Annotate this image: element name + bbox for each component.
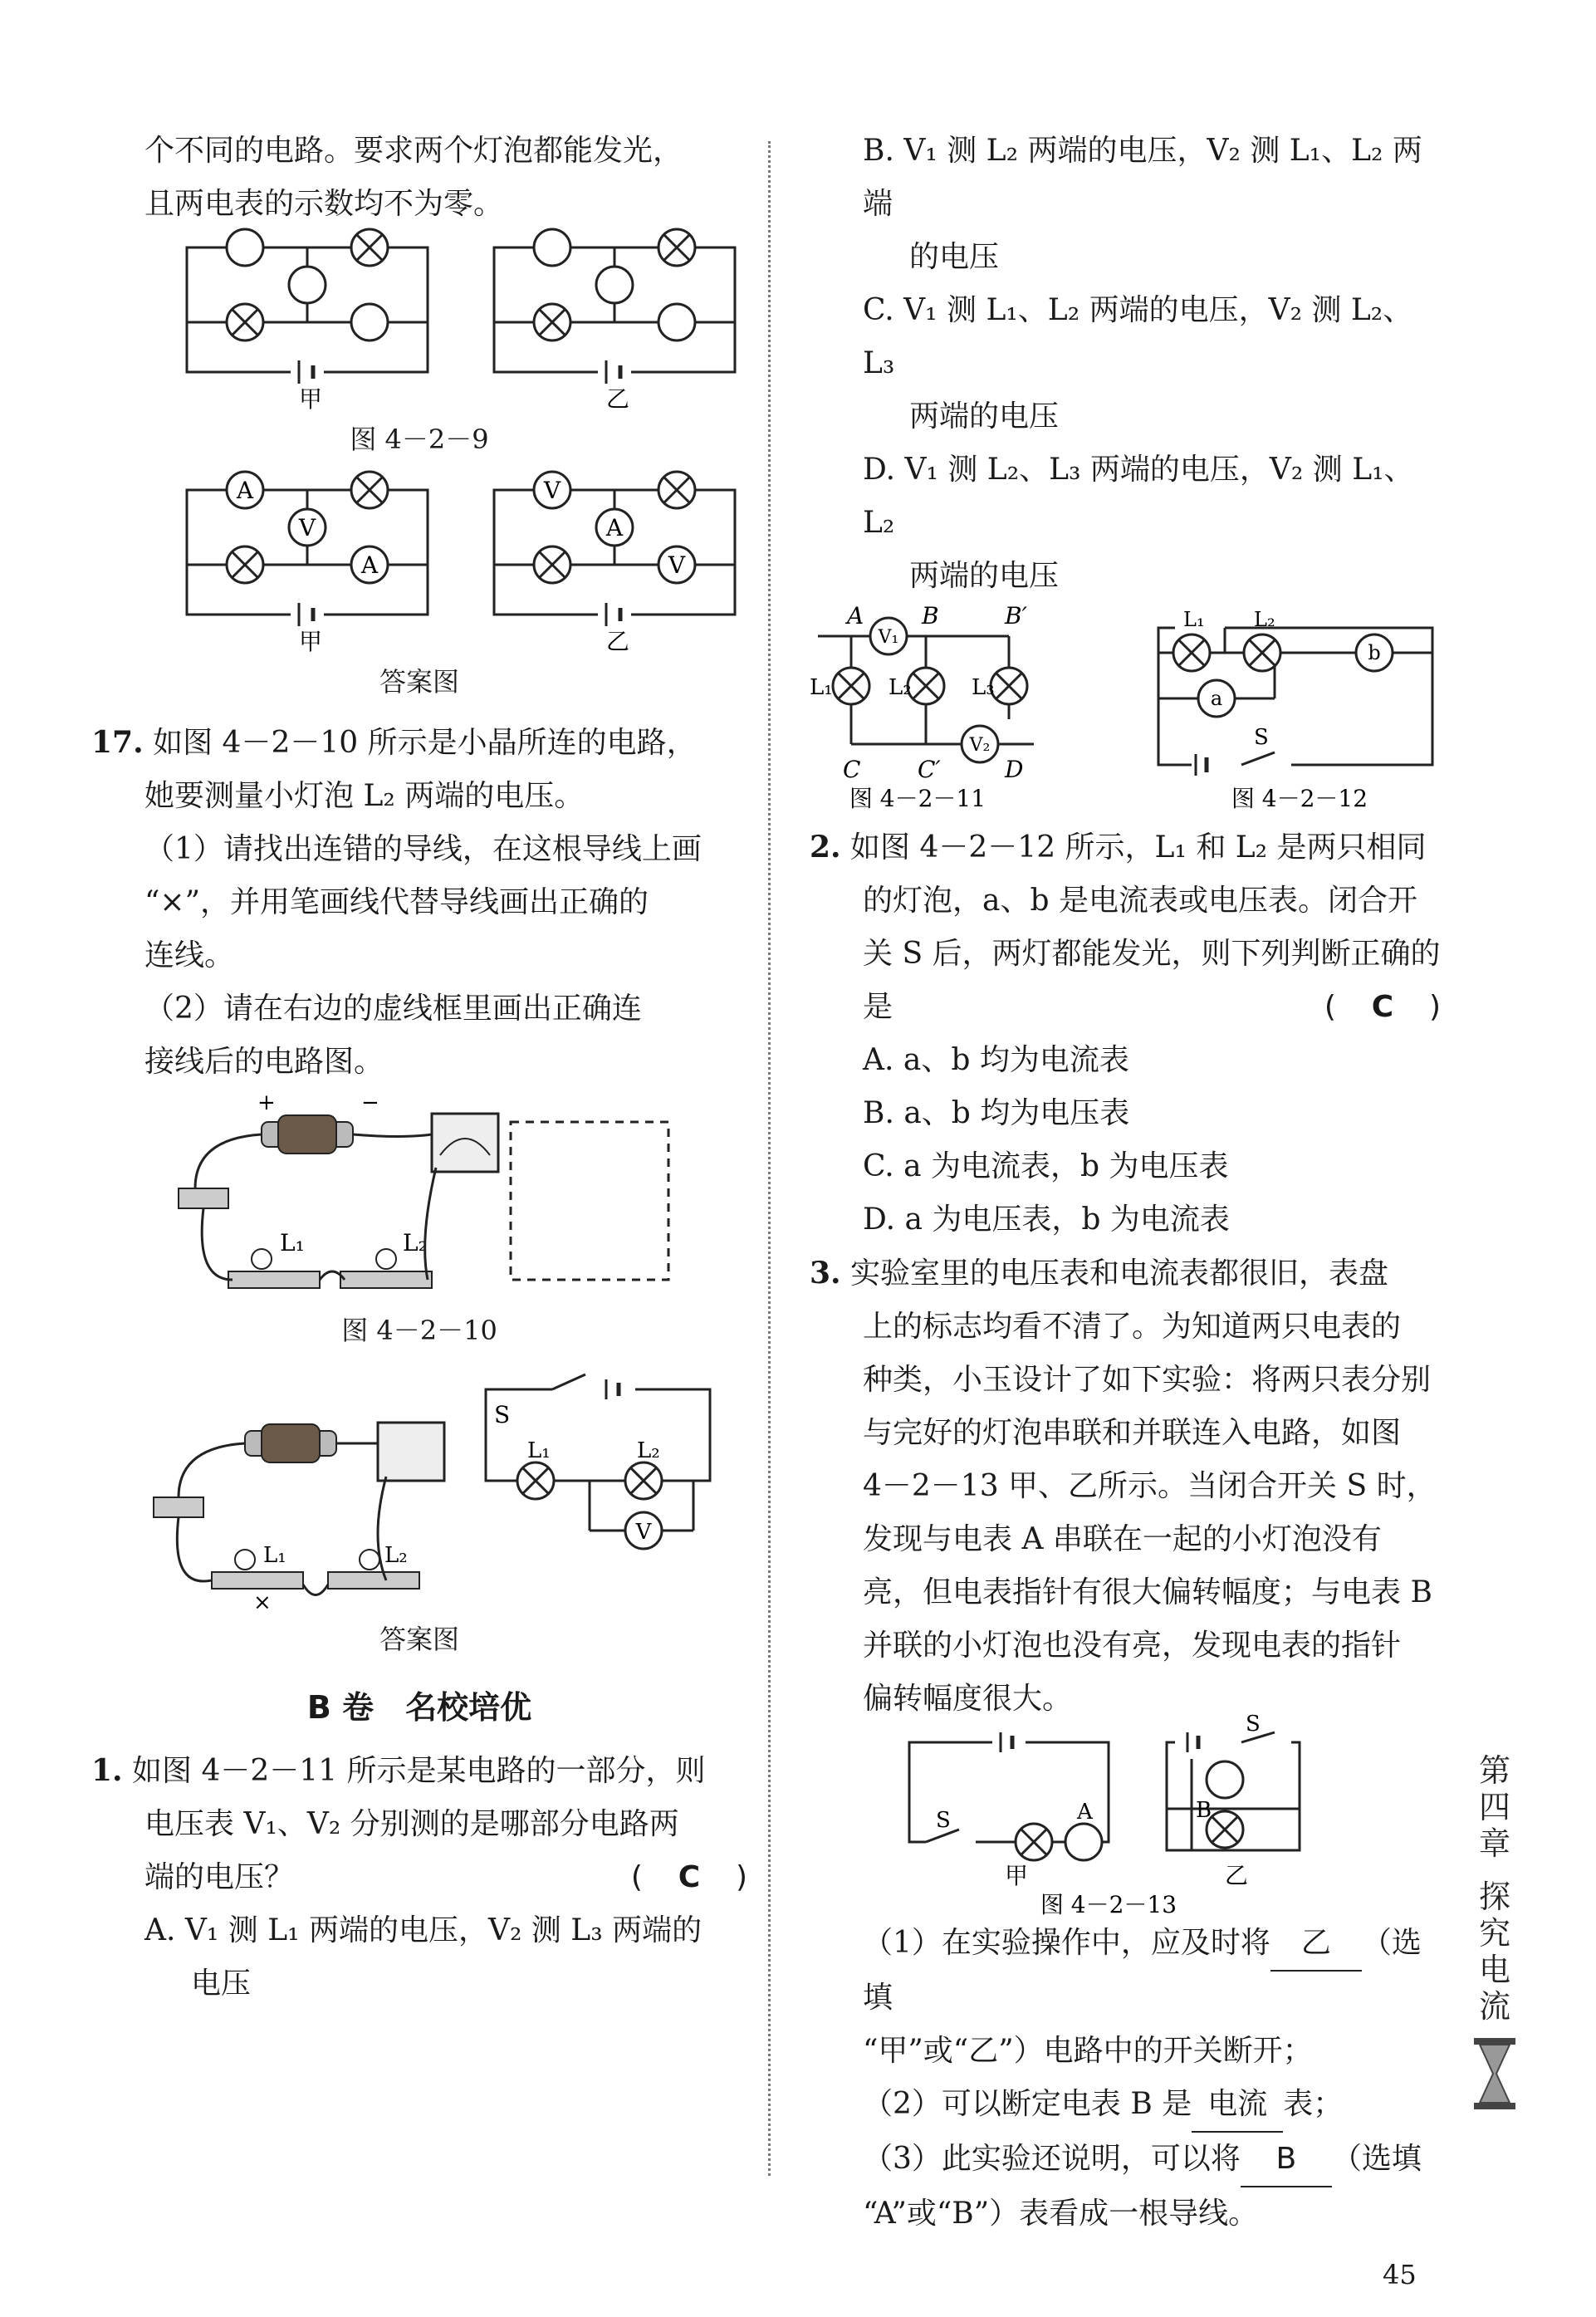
ans2-fig-l2: L₂ <box>384 1543 408 1568</box>
ammeter-label: A <box>236 477 254 504</box>
wrong-wire-cross: × <box>253 1590 272 1615</box>
fig11-v1: V₁ <box>878 627 899 648</box>
ans1-label-jia: 甲 <box>299 628 323 655</box>
left-column <box>91 125 747 2011</box>
answer-figure-2 <box>120 1364 718 1614</box>
fig10-plus: + <box>257 1090 276 1115</box>
qb3-part3-line1: （3）此实验还说明，可以将 B （选填 <box>810 2133 1441 2187</box>
voltmeter-label: V <box>298 514 316 541</box>
fig11-L1: L₁ <box>810 675 833 700</box>
bulb-l1-icon <box>252 1249 272 1269</box>
bulb-l2-icon <box>376 1249 396 1269</box>
ans2-l1: L₁ <box>527 1438 551 1463</box>
fig13-yi: 乙 <box>1225 1862 1249 1889</box>
qb1-option-d-line2: 两端的电压 <box>909 559 1060 593</box>
fig11-C-prime: C′ <box>918 756 941 783</box>
fig10-l1: L₁ <box>280 1229 305 1256</box>
voltmeter-label: V <box>668 551 686 579</box>
fig13-B: B <box>1196 1798 1212 1823</box>
figure-4-2-10 <box>120 1089 718 1305</box>
q16-line1: 个不同的电路。要求两个灯泡都能发光， <box>144 134 683 168</box>
figure-4-2-13 <box>859 1712 1391 1918</box>
ammeter-label: A <box>360 551 379 579</box>
qb2-option-d: D. a 为电压表，b 为电流表 <box>863 1203 1230 1237</box>
q17-part1-line3: 连线。 <box>144 938 235 972</box>
caption-4-2-12: 图 4－2－12 <box>1231 785 1368 812</box>
empty-meter-icon <box>227 229 263 266</box>
qb1-option-c-line2: 两端的电压 <box>909 399 1060 434</box>
chapter-side-tab: 第 四 章 探 究 电 流 <box>1466 1752 1524 2119</box>
figures-4-2-11-and-12 <box>810 603 1441 811</box>
q17-part1-line1: （1）请找出连错的导线，在这根导线上画 <box>144 832 702 866</box>
fig13-yi-S: S <box>1246 1712 1261 1737</box>
qb3-line9: 偏转幅度很大。 <box>863 1682 1073 1716</box>
qb3-line1: 3. 实验室里的电压表和电流表都很旧，表盘 <box>810 1256 1389 1291</box>
qb3-line7: 亮，但电表指针有很大偏转幅度；与电表 B <box>863 1575 1432 1609</box>
ans1-label-yi: 乙 <box>606 628 630 655</box>
caption-4-2-13: 图 4－2－13 <box>1040 1891 1177 1918</box>
qb2-line1: 2. 如图 4－2－12 所示，L₁ 和 L₂ 是两只相同 <box>810 830 1427 865</box>
qb2-answer: ( C ) <box>1324 990 1441 1024</box>
qb3-part1-line1: （1）在实验操作中，应及时将 乙 （选填 <box>810 1917 1441 2025</box>
hourglass-icon <box>1470 2036 1520 2111</box>
page-number: 45 <box>1383 2259 1417 2290</box>
fig11-A: A <box>847 602 864 629</box>
qb2-option-b: B. a、b 均为电压表 <box>863 1096 1130 1130</box>
qb1-option-b-line1: B. V₁ 测 L₂ 两端的电压，V₂ 测 L₁、L₂ 两端 <box>863 134 1422 221</box>
fig13-jia-S: S <box>936 1808 951 1833</box>
fig12-S: S <box>1254 725 1269 750</box>
ans2-s: S <box>494 1401 511 1428</box>
qb3-answer-3: B <box>1241 2133 1332 2187</box>
fig9-label-jia: 甲 <box>299 385 323 413</box>
fig10-l2: L₂ <box>403 1229 428 1256</box>
fig12-L1: L₁ <box>1183 608 1205 631</box>
ans2-v: V <box>635 1520 652 1545</box>
qb2-option-a: A. a、b 均为电流表 <box>863 1043 1129 1077</box>
qb3-line2: 上的标志均看不清了。为知道两只电表的 <box>863 1310 1402 1344</box>
q17-line1: 17. 如图 4－2－10 所示是小晶所连的电路， <box>91 725 697 760</box>
qb3-line5: 4－2－13 甲、乙所示。当闭合开关 S 时， <box>863 1469 1437 1503</box>
qb3-line3: 种类，小玉设计了如下实验：将两只表分别 <box>863 1363 1432 1397</box>
fig9-label-yi: 乙 <box>606 385 630 413</box>
fig11-B: B <box>922 602 939 629</box>
qb2-line2: 的灯泡，a、b 是电流表或电压表。闭合开 <box>863 884 1417 918</box>
ans2-l2: L₂ <box>637 1438 660 1463</box>
fig12-L2: L₂ <box>1254 608 1275 631</box>
qb1-line3: 端的电压？ ( C ) <box>91 1851 747 1904</box>
q17-part2-line2: 接线后的电路图。 <box>144 1045 384 1079</box>
qb3-line6: 发现与电表 A 串联在一起的小灯泡没有 <box>863 1522 1382 1556</box>
qb1-option-b-line2: 的电压 <box>909 240 1000 274</box>
caption-answer-1: 答案图 <box>379 666 459 698</box>
dashed-answer-box <box>511 1122 668 1280</box>
fig12-a: a <box>1210 687 1223 710</box>
fig13-jia: 甲 <box>1005 1862 1029 1889</box>
fig11-L2: L₂ <box>889 675 912 700</box>
caption-answer-2: 答案图 <box>379 1624 459 1655</box>
q17-part2-line1: （2）请在右边的虚线框里画出正确连 <box>144 992 642 1026</box>
qb1-option-d-line1: D. V₁ 测 L₂、L₃ 两端的电压，V₂ 测 L₁、L₂ <box>863 453 1414 540</box>
qb1-option-c-line1: C. V₁ 测 L₁、L₂ 两端的电压，V₂ 测 L₂、L₃ <box>863 293 1413 380</box>
section-b-heading: B 卷 名校培优 <box>306 1689 532 1726</box>
fig11-v2: V₂ <box>969 735 991 756</box>
fig11-C: C <box>843 756 861 783</box>
qb3-answer-2: 电流 <box>1192 2078 1283 2133</box>
ans2-fig-l1: L₁ <box>263 1543 286 1568</box>
voltmeter-label: V <box>543 477 561 504</box>
qb3-line8: 并联的小灯泡也没有亮，发现电表的指针 <box>863 1629 1402 1663</box>
right-column <box>810 125 1441 2241</box>
qb3-part3-line2: “A”或“B”）表看成一根导线。 <box>863 2197 1259 2231</box>
caption-4-2-10: 图 4－2－10 <box>341 1315 497 1346</box>
figure-4-2-9 <box>120 231 718 414</box>
qb3-part1-line2: “甲”或“乙”）电路中的开关断开； <box>863 2034 1313 2068</box>
fig10-minus: − <box>361 1090 379 1115</box>
qb2-line3: 关 S 后，两灯都能发光，则下列判断正确的 <box>863 937 1441 971</box>
fig11-D: D <box>1005 756 1024 783</box>
qb2-line4: 是 ( C ) <box>810 981 1441 1034</box>
qb3-line4: 与完好的灯泡串联和并联连入电路，如图 <box>863 1416 1402 1450</box>
lamp-icon <box>351 229 388 266</box>
column-divider <box>768 141 771 2176</box>
q17-line2: 她要测量小灯泡 L₂ 两端的电压。 <box>144 779 585 813</box>
fig13-A: A <box>1077 1800 1093 1825</box>
q16-line2: 且两电表的示数均不为零。 <box>144 187 504 221</box>
fig11-B-prime: B′ <box>1005 602 1027 629</box>
fig11-L3: L₃ <box>972 675 995 700</box>
qb1-answer: ( C ) <box>630 1860 747 1894</box>
qb1-option-a-line2: 电压 <box>191 1967 252 2001</box>
qb3-part2: （2）可以断定电表 B 是 电流 表； <box>810 2078 1441 2133</box>
qb1-option-a-line1: A. V₁ 测 L₁ 两端的电压，V₂ 测 L₃ 两端的 <box>144 1913 703 1947</box>
ammeter-label: A <box>605 514 624 541</box>
caption-4-2-9: 图 4－2－9 <box>350 424 489 455</box>
qb3-answer-1: 乙 <box>1270 1917 1362 1972</box>
fig12-b: b <box>1368 641 1381 664</box>
qb1-line2: 电压表 V₁、V₂ 分别测的是哪部分电路两 <box>144 1807 679 1841</box>
q17-part1-line2: “×”，并用笔画线代替导线画出正确的 <box>144 885 649 919</box>
caption-4-2-11: 图 4－2－11 <box>849 785 986 812</box>
answer-figure-1 <box>120 473 718 656</box>
switch-icon <box>179 1188 228 1208</box>
qb1-line1: 1. 如图 4－2－11 所示是某电路的一部分，则 <box>91 1753 706 1788</box>
qb2-option-c: C. a 为电流表，b 为电压表 <box>863 1149 1229 1183</box>
